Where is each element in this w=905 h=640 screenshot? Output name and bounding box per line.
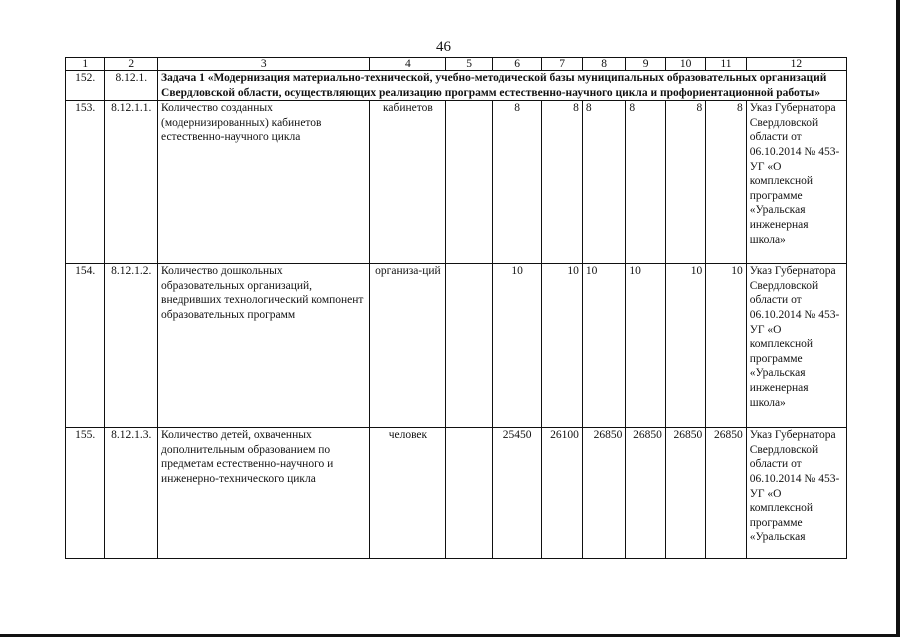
value-col10: 8 (665, 101, 705, 264)
table-row (66, 264, 847, 428)
header-row (66, 58, 847, 71)
header-cell-11: 11 (706, 58, 746, 71)
task-code: 8.12.1. (105, 71, 158, 101)
value-col9: 8 (626, 101, 665, 264)
legal-source: Указ Губернатора Свердловской области от 06.10.2014 № 453-УГ «О комплексной программе «Уральская инженерная школа» (746, 101, 846, 264)
header-cell-5: 5 (446, 58, 493, 71)
row-code: 8.12.1.2. (105, 264, 158, 428)
value-col10: 26850 (665, 428, 705, 559)
value-col9: 26850 (626, 428, 665, 559)
value-col7: 8 (542, 101, 582, 264)
value-col5 (446, 264, 493, 428)
value-col6: 10 (492, 264, 542, 428)
task-number: 152. (66, 71, 105, 101)
value-col5 (446, 101, 493, 264)
header-cell-6: 6 (492, 58, 542, 71)
value-col8: 10 (582, 264, 626, 428)
indicator-name: Количество детей, охваченных дополнительным образованием по предметам естественно-научного и инженерно-технического цикла (158, 428, 370, 559)
indicators-table (65, 57, 847, 559)
value-col6: 8 (492, 101, 542, 264)
header-cell-1: 1 (66, 58, 105, 71)
task-title: Задача 1 «Модернизация материально-технической, учебно-методической базы муниципальных образовательных организаций Свердловской области, осуществляющих реализацию программ естественно-научного цикла и профориентационной работы» (158, 71, 847, 101)
header-cell-8: 8 (582, 58, 626, 71)
value-col8: 26850 (582, 428, 626, 559)
header-cell-3: 3 (158, 58, 370, 71)
value-col10: 10 (665, 264, 705, 428)
header-cell-10: 10 (665, 58, 705, 71)
indicator-name: Количество дошкольных образовательных организаций, внедривших технологический компонент образовательных программ (158, 264, 370, 428)
value-col8: 8 (582, 101, 626, 264)
header-cell-12: 12 (746, 58, 846, 71)
row-number: 155. (66, 428, 105, 559)
unit-cell: организа-ций (370, 264, 446, 428)
row-number: 153. (66, 101, 105, 264)
unit-cell: кабинетов (370, 101, 446, 264)
row-code: 8.12.1.1. (105, 101, 158, 264)
value-col7: 10 (542, 264, 582, 428)
header-cell-2: 2 (105, 58, 158, 71)
indicator-name: Количество созданных (модернизированных) кабинетов естественно-научного цикла (158, 101, 370, 264)
header-cell-4: 4 (370, 58, 446, 71)
legal-source: Указ Губернатора Свердловской области от 06.10.2014 № 453-УГ «О комплексной программе «Уральская инженерная школа» (746, 264, 846, 428)
value-col6: 25450 (492, 428, 542, 559)
table-row (66, 428, 847, 559)
header-cell-7: 7 (542, 58, 582, 71)
value-col5 (446, 428, 493, 559)
row-code: 8.12.1.3. (105, 428, 158, 559)
unit-cell: человек (370, 428, 446, 559)
page-number: 46 (436, 39, 451, 55)
value-col9: 10 (626, 264, 665, 428)
header-cell-9: 9 (626, 58, 665, 71)
value-col11: 26850 (706, 428, 746, 559)
task-row (66, 71, 847, 101)
table-row (66, 101, 847, 264)
value-col11: 10 (706, 264, 746, 428)
legal-source: Указ Губернатора Свердловской области от 06.10.2014 № 453-УГ «О комплексной программе «Уральская (746, 428, 846, 559)
value-col11: 8 (706, 101, 746, 264)
row-number: 154. (66, 264, 105, 428)
value-col7: 26100 (542, 428, 582, 559)
